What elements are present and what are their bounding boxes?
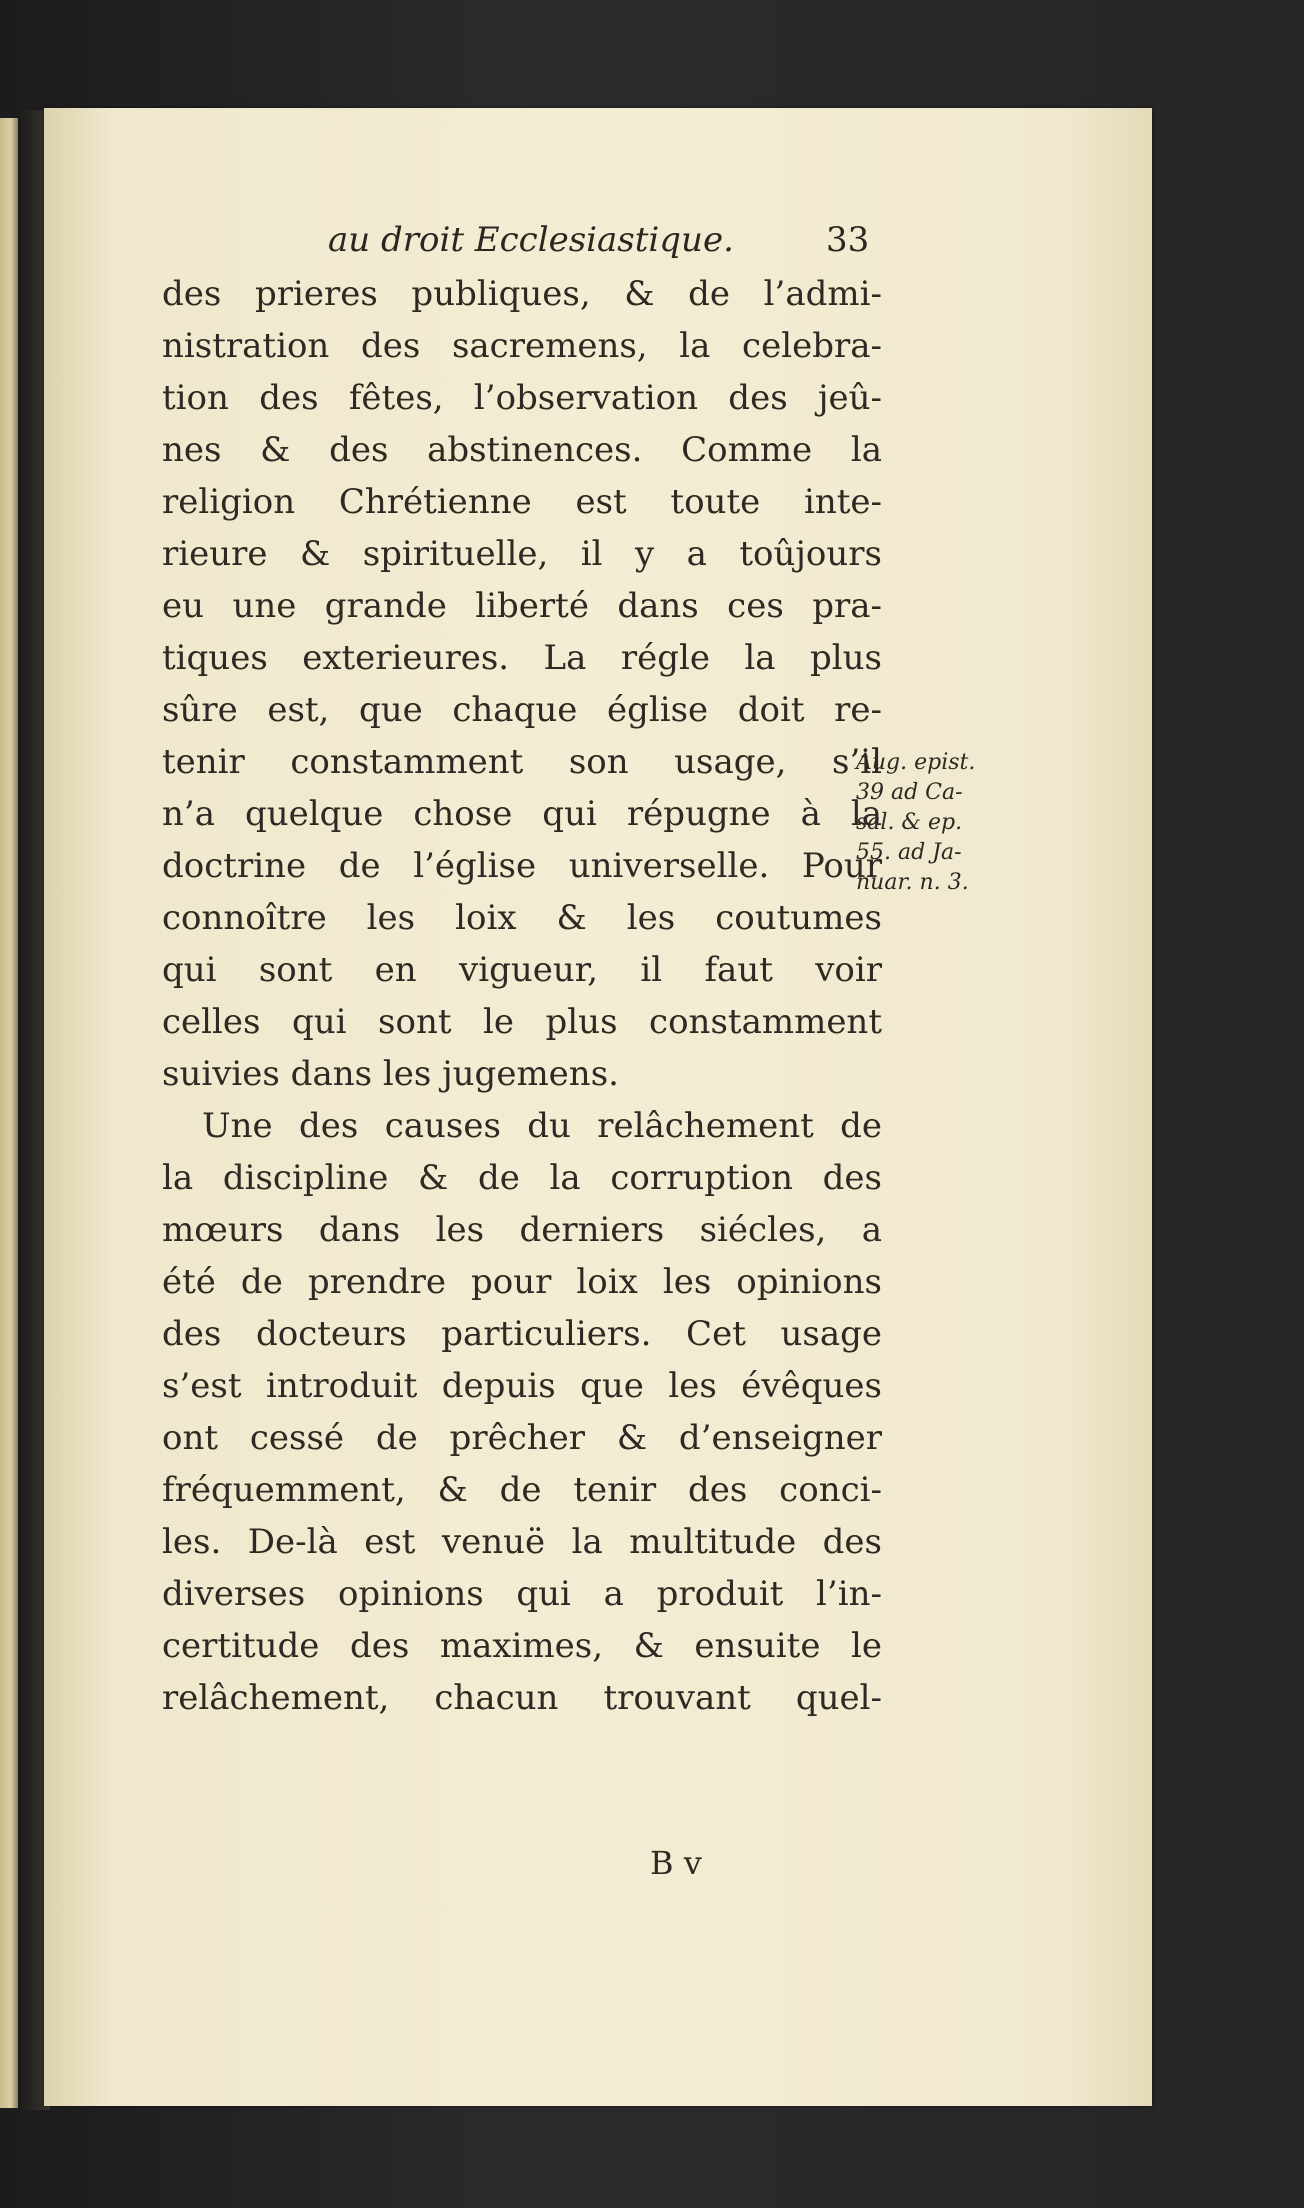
- text-line: mœurs dans les derniers siécles, a: [162, 1210, 882, 1250]
- text-line: la discipline & de la corruption des: [162, 1158, 882, 1198]
- text-line: nes & des abstinences. Comme la: [162, 430, 882, 470]
- text-line: nistration des sacremens, la celebra-: [162, 326, 882, 366]
- text-line: Une des causes du relâchement de: [202, 1106, 882, 1146]
- text-line: des docteurs particuliers. Cet usage: [162, 1314, 882, 1354]
- book-page: [44, 108, 1152, 2106]
- text-line: tion des fêtes, l’observation des jeû-: [162, 378, 882, 418]
- text-line: tiques exterieures. La régle la plus: [162, 638, 882, 678]
- citation-line: Aug. epist.: [856, 750, 976, 775]
- page-number: 33: [826, 220, 870, 260]
- text-line: relâchement, chacun trouvant quel-: [162, 1678, 882, 1718]
- text-line: sûre est, que chaque église doit re-: [162, 690, 882, 730]
- citation-line: nuar. n. 3.: [856, 870, 969, 895]
- text-line: des prieres publiques, & de l’admi-: [162, 274, 882, 314]
- text-line: été de prendre pour loix les opinions: [162, 1262, 882, 1302]
- text-line: eu une grande liberté dans ces pra-: [162, 586, 882, 626]
- text-line: tenir constamment son usage, s’il: [162, 742, 882, 782]
- text-line: doctrine de l’église universelle. Pour: [162, 846, 882, 886]
- marginal-citation: [856, 748, 1056, 898]
- citation-line: sal. & ep.: [856, 810, 963, 835]
- citation-line: 55. ad Ja-: [856, 840, 962, 865]
- text-line: fréquemment, & de tenir des conci-: [162, 1470, 882, 1510]
- text-line: suivies dans les jugemens.: [162, 1054, 619, 1094]
- text-line: certitude des maximes, & ensuite le: [162, 1626, 882, 1666]
- text-line: religion Chrétienne est toute inte-: [162, 482, 882, 522]
- text-line: connoître les loix & les coutumes: [162, 898, 882, 938]
- text-line: les. De-là est venuë la multitude des: [162, 1522, 882, 1562]
- paragraph-2: [162, 1100, 882, 1724]
- text-line: n’a quelque chose qui répugne à la: [162, 794, 882, 834]
- facing-page-edge: [0, 118, 18, 2108]
- text-line: celles qui sont le plus constamment: [162, 1002, 882, 1042]
- text-line: rieure & spirituelle, il y a toûjours: [162, 534, 882, 574]
- text-line: ont cessé de prêcher & d’enseigner: [162, 1418, 882, 1458]
- text-line: qui sont en vigueur, il faut voir: [162, 950, 882, 990]
- text-line: diverses opinions qui a produit l’in-: [162, 1574, 882, 1614]
- text-line: s’est introduit depuis que les évêques: [162, 1366, 882, 1406]
- body-text: [162, 268, 882, 1724]
- citation-line: 39 ad Ca-: [856, 780, 963, 805]
- paragraph-1: [162, 268, 882, 1100]
- running-title: au droit Ecclesiastique.: [328, 220, 734, 260]
- signature-mark: B v: [650, 1844, 702, 1882]
